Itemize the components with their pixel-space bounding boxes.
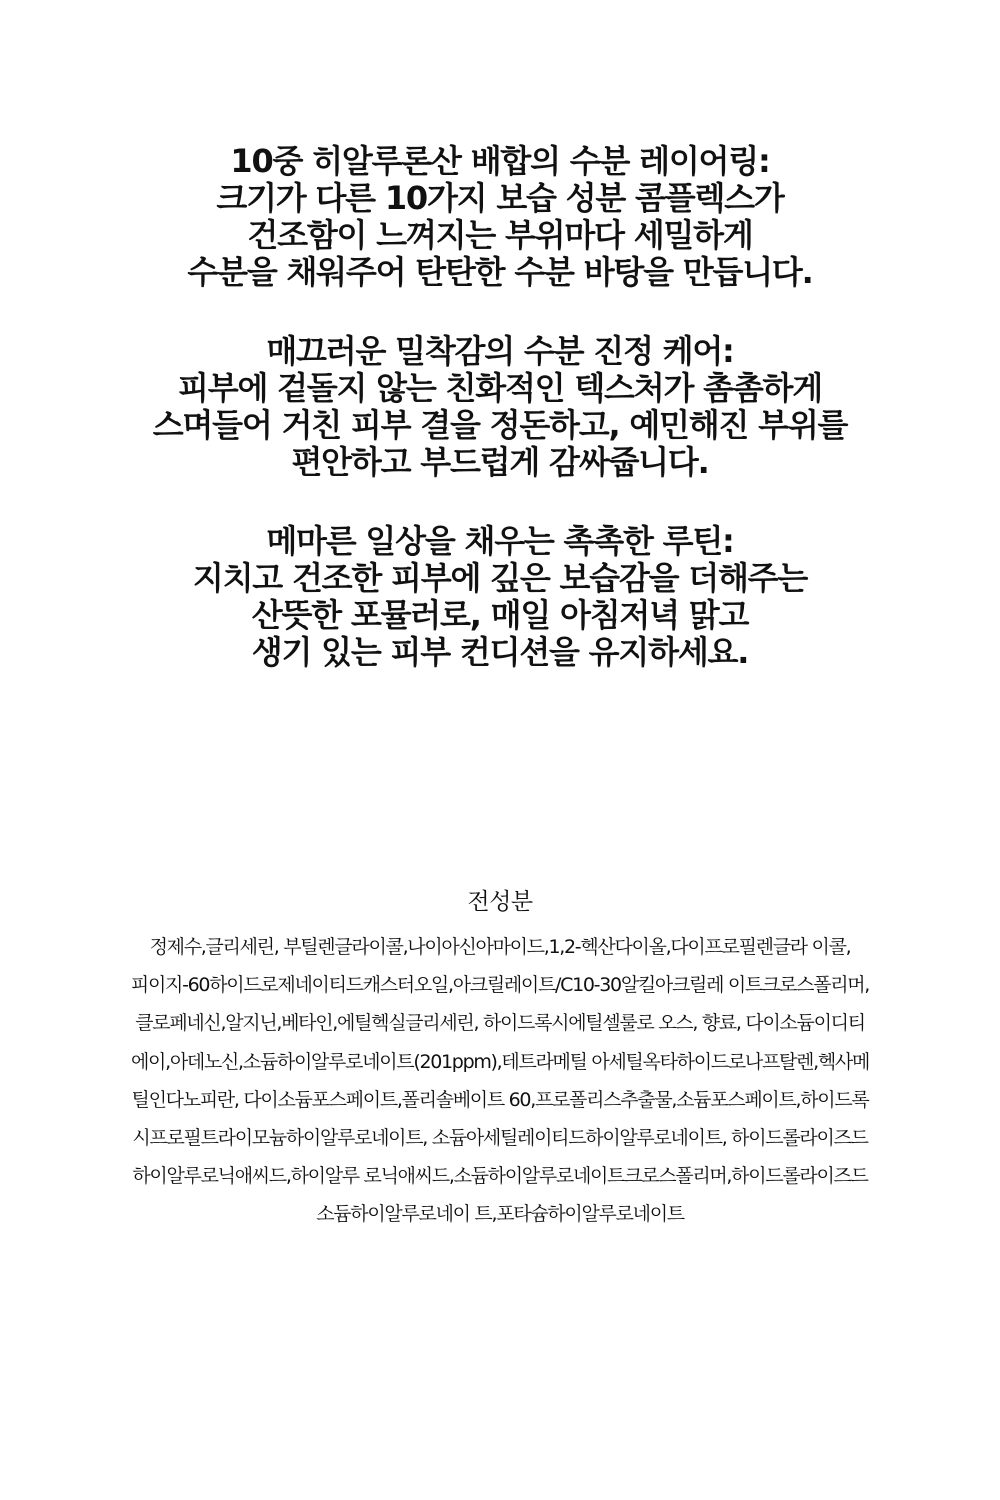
ingredients-line: 피이지-60하이드로제네이티드캐스터오일,아크릴레이트/C10-30알킬아크릴레 이트크로스폴리머, — [130, 974, 870, 997]
description-line: 피부에 겉돌지 않는 친화적인 텍스처가 촘촘하게 — [178, 369, 822, 407]
description-line: 10중 히알루론산 배합의 수분 레이어링: — [230, 142, 770, 180]
description-line: 산뜻한 포뮬러로, 매일 아침저녁 맑고 — [251, 596, 749, 634]
description-line: 수분을 채워주어 탄탄한 수분 바탕을 만듭니다. — [187, 253, 813, 291]
ingredients-line: 에이,아데노신,소듐하이알루로네이트(201ppm),테트라메틸 아세틸옥타하이드로나프탈렌,헥사메 — [130, 1050, 870, 1073]
ingredients-line: 정제수,글리세린, 부틸렌글라이콜,나이아신아마이드,1,2-헥산다이올,다이프로필렌글라 이콜, — [149, 936, 851, 958]
ingredients-line: 하이알루로닉애씨드,하이알루 로닉애씨드,소듐하이알루로네이트크로스폴리머,하이드롤라이즈드 — [132, 1165, 868, 1188]
description-block-layering — [0, 143, 1000, 291]
description-line: 크기가 다른 10가지 보습 성분 콤플렉스가 — [216, 179, 784, 217]
ingredients-line: 소듐하이알루로네이 트,포타슘하이알루로네이트 — [316, 1203, 684, 1226]
description-block-routine — [0, 523, 1000, 671]
ingredients-line: 시프로필트라이모늄하이알루로네이트, 소듐아세틸레이티드하이알루로네이트, 하이드롤라이즈드 — [132, 1127, 868, 1150]
ingredients-section — [40, 882, 960, 1234]
description-line: 메마른 일상을 채우는 촉촉한 루틴: — [266, 522, 734, 560]
description-line: 지치고 건조한 피부에 깊은 보습감을 더해주는 — [192, 559, 808, 597]
description-line: 생기 있는 피부 컨디션을 유지하세요. — [251, 633, 749, 671]
description-block-soothing — [0, 333, 1000, 481]
description-line: 매끄러운 밀착감의 수분 진정 케어: — [266, 332, 734, 370]
description-line: 건조함이 느껴지는 부위마다 세밀하게 — [247, 216, 753, 254]
ingredients-title: 전성분 — [467, 889, 533, 915]
ingredients-line: 클로페네신,알지닌,베타인,에틸헥실글리세린, 하이드록시에틸셀룰로 오스, 향료, 다이소듐이디티 — [135, 1012, 865, 1035]
description-section — [0, 143, 1000, 713]
description-line: 편안하고 부드럽게 감싸줍니다. — [291, 443, 709, 481]
description-line: 스며들어 거친 피부 결을 정돈하고, 예민해진 부위를 — [152, 406, 848, 444]
ingredients-line: 틸인다노피란, 다이소듐포스페이트,폴리솔베이트 60,프로폴리스추출물,소듐포스페이트,하이드록 — [131, 1088, 869, 1111]
